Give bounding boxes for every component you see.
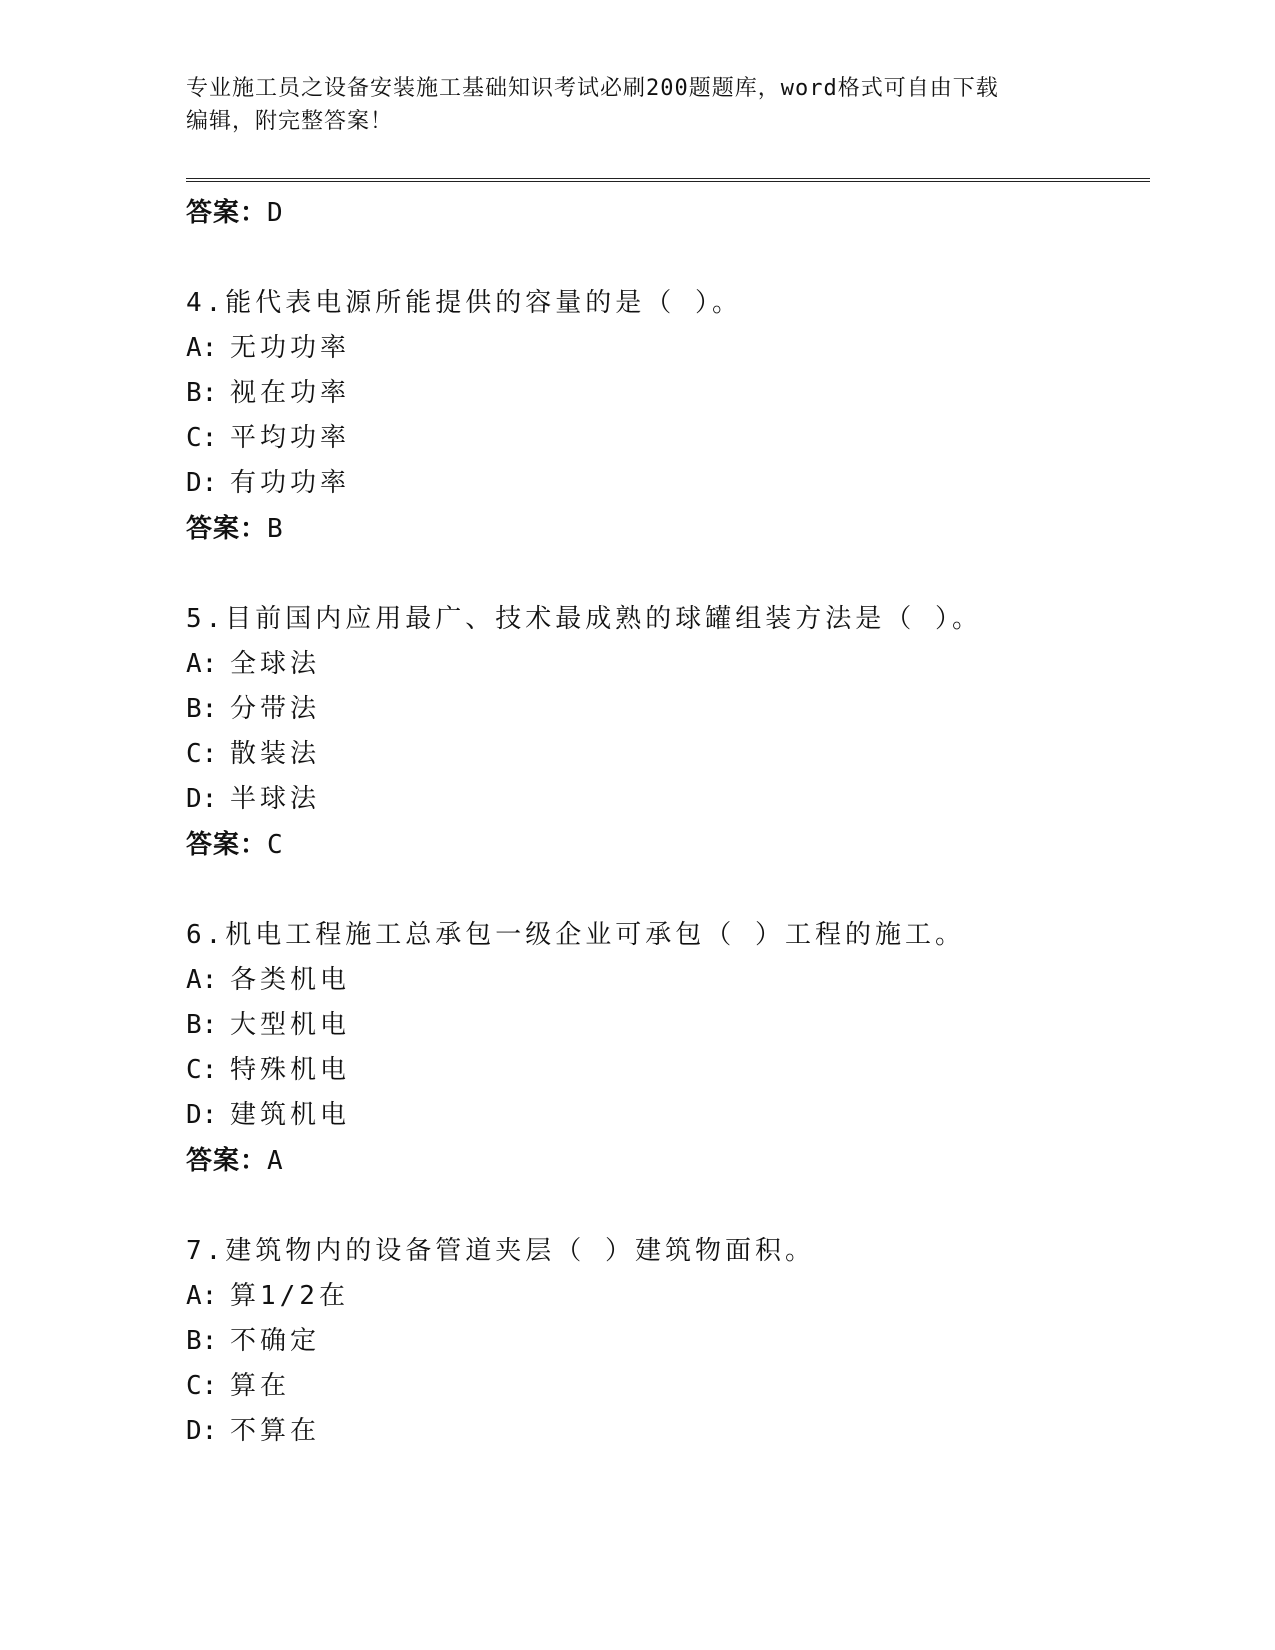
option-a <box>186 1274 1146 1319</box>
question-text: 5.目前国内应用最广、技术最成熟的球罐组装方法是（ ）。 <box>186 604 982 634</box>
option-text: 算在 <box>230 1371 291 1401</box>
option-b <box>186 687 1146 732</box>
option-text: 无功功率 <box>230 333 351 363</box>
option-text: 不确定 <box>230 1326 321 1356</box>
option-c <box>186 732 1146 777</box>
answer-value: B <box>267 514 284 544</box>
option-key: B: <box>186 1010 218 1040</box>
question-text: 4.能代表电源所能提供的容量的是（ ）。 <box>186 288 742 318</box>
option-d <box>186 777 1146 822</box>
answer-value: D <box>267 198 284 228</box>
option-d <box>186 461 1146 506</box>
option-key: A: <box>186 965 218 995</box>
option-key: B: <box>186 378 218 408</box>
answer-label: 答案： <box>186 198 268 228</box>
option-key: C: <box>186 1055 218 1085</box>
answer-label: 答案： <box>186 1146 268 1176</box>
question-block <box>186 280 1146 552</box>
option-key: D: <box>186 784 218 814</box>
answer-value: A <box>267 1146 284 1176</box>
answer-label: 答案： <box>186 514 268 544</box>
option-a <box>186 326 1146 371</box>
option-key: A: <box>186 649 218 679</box>
option-a <box>186 642 1146 687</box>
option-b <box>186 371 1146 416</box>
header-line-1: 专业施工员之设备安装施工基础知识考试必刷200题题库，word格式可自由下载 <box>186 76 999 101</box>
option-key: B: <box>186 1326 218 1356</box>
option-key: A: <box>186 333 218 363</box>
option-key: D: <box>186 1100 218 1130</box>
spacer <box>186 552 1146 596</box>
option-c <box>186 416 1146 461</box>
option-d <box>186 1409 1146 1454</box>
option-key: B: <box>186 694 218 724</box>
question-block <box>186 1228 1146 1454</box>
option-b <box>186 1003 1146 1048</box>
option-text: 分带法 <box>230 694 321 724</box>
option-text: 建筑机电 <box>230 1100 351 1130</box>
option-text: 平均功率 <box>230 423 351 453</box>
option-key: C: <box>186 1371 218 1401</box>
question-list <box>186 190 1146 1454</box>
spacer <box>186 1184 1146 1228</box>
question-block <box>186 596 1146 868</box>
option-b <box>186 1319 1146 1364</box>
spacer <box>186 236 1146 280</box>
option-d <box>186 1093 1146 1138</box>
option-text: 大型机电 <box>230 1010 351 1040</box>
answer-line <box>186 822 1146 868</box>
option-text: 半球法 <box>230 784 321 814</box>
option-key: C: <box>186 739 218 769</box>
option-text: 全球法 <box>230 649 321 679</box>
option-text: 算1/2在 <box>230 1281 349 1311</box>
spacer <box>186 868 1146 912</box>
option-text: 特殊机电 <box>230 1055 351 1085</box>
option-text: 有功功率 <box>230 468 351 498</box>
answer-line <box>186 506 1146 552</box>
option-c <box>186 1048 1146 1093</box>
option-text: 不算在 <box>230 1416 321 1446</box>
option-key: D: <box>186 468 218 498</box>
option-key: C: <box>186 423 218 453</box>
option-text: 视在功率 <box>230 378 351 408</box>
answer-line <box>186 1138 1146 1184</box>
question-text: 6.机电工程施工总承包一级企业可承包（ ）工程的施工。 <box>186 920 965 950</box>
option-key: D: <box>186 1416 218 1446</box>
question-text: 7.建筑物内的设备管道夹层（ ）建筑物面积。 <box>186 1236 815 1266</box>
document-header <box>186 72 1086 138</box>
header-divider <box>186 178 1150 182</box>
question-block <box>186 912 1146 1184</box>
option-c <box>186 1364 1146 1409</box>
answer-label: 答案： <box>186 830 268 860</box>
option-text: 各类机电 <box>230 965 351 995</box>
option-text: 散装法 <box>230 739 321 769</box>
answer-value: C <box>267 830 284 860</box>
option-a <box>186 958 1146 1003</box>
answer-line <box>186 190 1146 236</box>
header-line-2: 编辑，附完整答案！ <box>186 109 394 134</box>
option-key: A: <box>186 1281 218 1311</box>
